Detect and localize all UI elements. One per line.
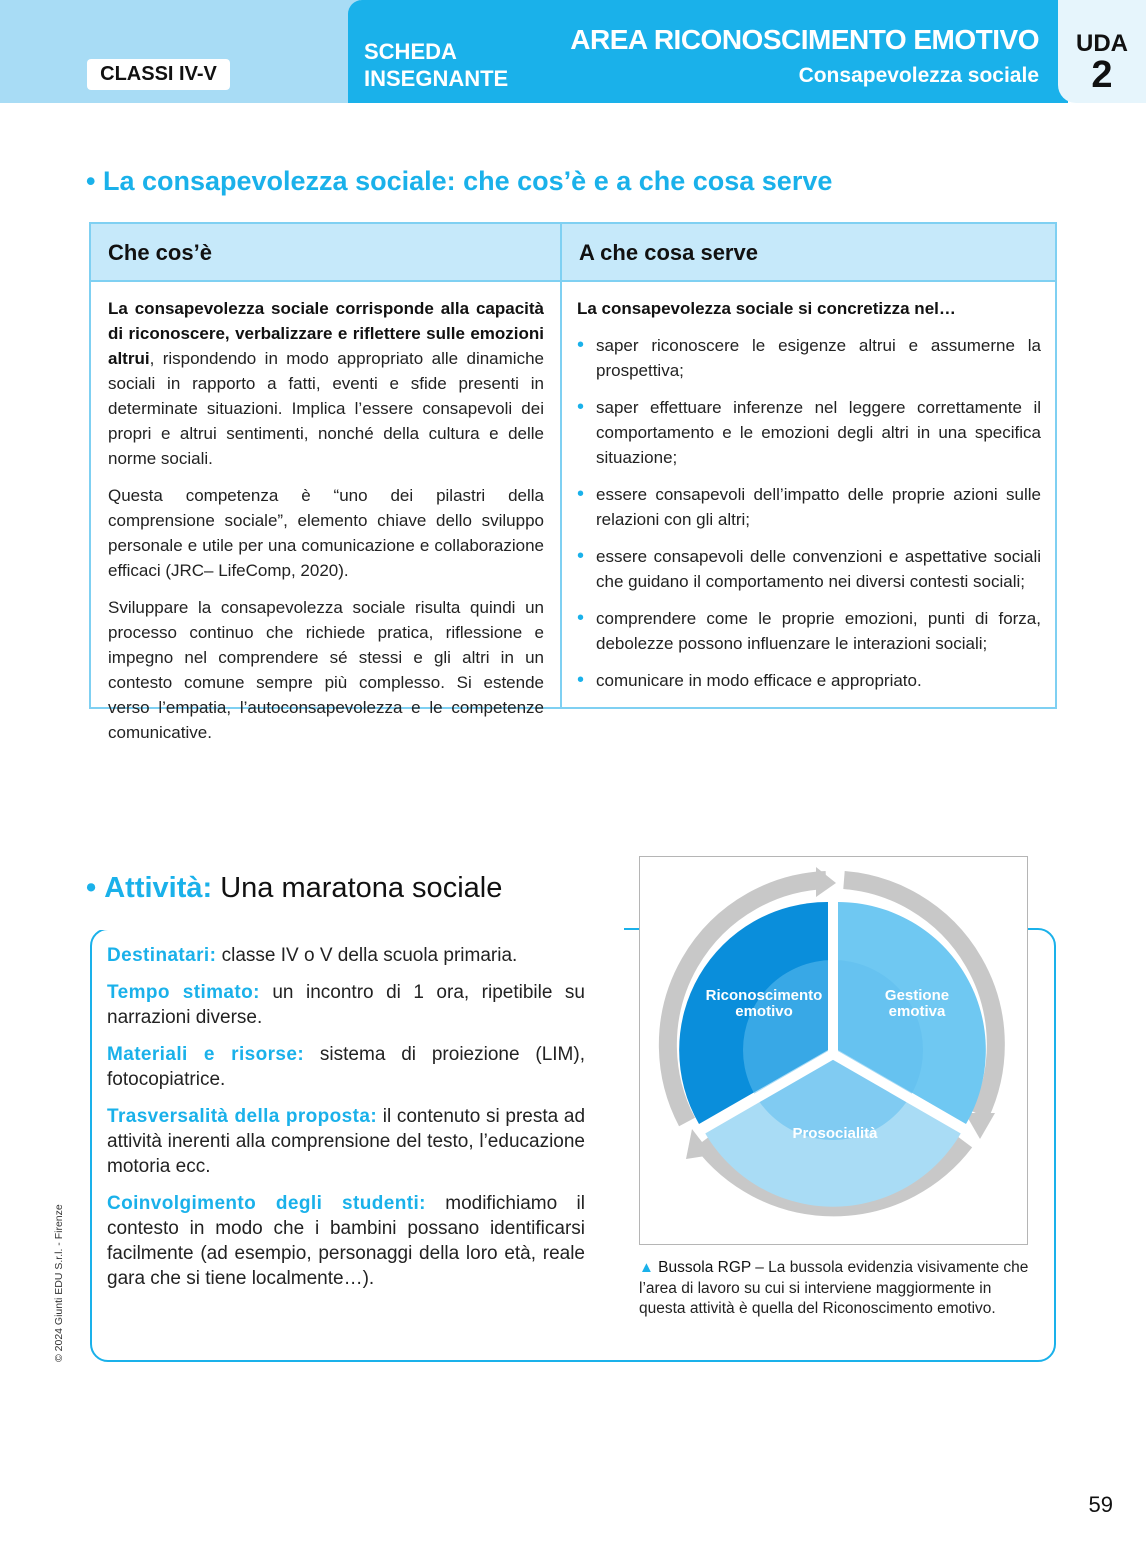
activity-title (86, 872, 502, 905)
purpose-item: • saper riconoscere le esigenze altrui e assumerne la prospettiva; (577, 333, 1041, 383)
activity-details (107, 943, 585, 1303)
page-number: 59 (1088, 1492, 1113, 1517)
section1-title (86, 166, 832, 197)
caption-text: – La bussola evidenzia visivamente che l’area di lavoro su cui si interviene maggiormente in questa attività è quella del Riconoscimento emotivo. (639, 1259, 1029, 1317)
activity-title-text: Una maratona sociale (220, 872, 503, 904)
detail-value: modifichiamo il contesto in modo che i bambini possano identificarsi facilmente (ad esempio, personaggi della loro età, reale gara che si tiene localmente…). (107, 1193, 586, 1289)
scheda-insegnante (364, 38, 508, 92)
label-gestione-2: emotiva (888, 1003, 946, 1020)
purpose-item: • comunicare in modo efficace e appropriato. (577, 668, 1041, 693)
caption-triangle-icon: ▲ (639, 1259, 654, 1276)
detail-trasversalita (107, 1104, 585, 1179)
ring-arrowhead-top (816, 867, 836, 897)
classi-badge: CLASSI IV-V (87, 59, 230, 90)
detail-coinvolgimento (107, 1191, 585, 1291)
info-table (89, 222, 1057, 742)
label-riconoscimento-2: emotivo (735, 1003, 793, 1020)
label-gestione-1: Gestione (884, 987, 950, 1004)
detail-key: Trasversalità della proposta: (107, 1106, 378, 1127)
purpose-list (577, 333, 1041, 693)
table-col-what (108, 296, 544, 757)
detail-key: Coinvolgimento degli studenti: (107, 1193, 426, 1214)
table-header-purpose: A che cosa serve (560, 224, 1055, 282)
purpose-item: • saper effettuare inferenze nel leggere correttamente il comportamento e le emozioni degli altri in una specifica situazione; (577, 395, 1041, 470)
compass-rgp-diagram (640, 857, 1026, 1243)
detail-key: Destinatari: (107, 945, 217, 966)
what-paragraph-2: Questa competenza è “uno dei pilastri della comprensione sociale”, elemento chiave dello sviluppo personale e utile per una comunicazione e collaborazione efficaci (JRC– LifeComp, 2020). (108, 486, 544, 580)
detail-value: classe IV o V della scuola primaria. (221, 945, 518, 966)
purpose-item: • essere consapevoli dell’impatto delle proprie azioni sulle relazioni con gli altri; (577, 482, 1041, 532)
what-bold-definition: La consapevolezza sociale corrisponde alla capacità di riconoscere, verbalizzare e riflettere sulle emozioni altrui (108, 299, 544, 368)
activity-bullet: • (86, 872, 97, 904)
copyright: © 2024 Giunti EDU S.r.l. - Firenze (53, 1204, 65, 1362)
table-col-purpose (577, 296, 1041, 705)
column-divider (560, 224, 562, 707)
detail-key: Materiali e risorse: (107, 1044, 305, 1065)
detail-value: il contenuto si presta ad attività inerenti alla comprensione del testo, l’educazione motoria ecc. (107, 1106, 586, 1177)
compass-figure (639, 856, 1028, 1245)
detail-value: sistema di proiezione (LIM), fotocopiatrice. (107, 1044, 585, 1090)
label-riconoscimento-1: Riconoscimento (705, 987, 823, 1004)
uda-label: UDA (1076, 30, 1128, 57)
section1-title-text: La consapevolezza sociale: che cos’è e a che cosa serve (102, 166, 833, 196)
what-paragraph-1 (108, 296, 544, 471)
uda-number: 2 (1091, 54, 1113, 96)
scheda-line2: INSEGNANTE (364, 66, 509, 91)
caption-title: Bussola RGP (658, 1259, 751, 1276)
detail-tempo (107, 980, 585, 1030)
detail-value: un incontro di 1 ora, ripetibile su narrazioni diverse. (107, 982, 585, 1028)
label-prosocialita: Prosocialità (792, 1125, 878, 1142)
purpose-item: • essere consapevoli delle convenzioni e aspettative sociali che guidano il comportamento nei diversi contesti sociali; (577, 544, 1041, 594)
table-header-what: Che cos’è (91, 224, 560, 282)
detail-materiali (107, 1042, 585, 1092)
what-paragraph-1-rest: , rispondendo in modo appropriato alle dinamiche sociali in rapporto a fatti, eventi e sfide presenti in determinate situazioni. Implica l’essere consapevoli dei propri e altrui sentimenti, nonché della cultura e delle norme sociali. (108, 349, 544, 468)
section1-bullet: • (86, 166, 96, 196)
activity-title-label: Attività: (104, 872, 213, 904)
figure-caption (639, 1258, 1031, 1320)
detail-destinatari (107, 943, 585, 968)
scheda-line1: SCHEDA (364, 39, 457, 64)
area-title: AREA RICONOSCIMENTO EMOTIVO (570, 24, 1039, 55)
purpose-lead: La consapevolezza sociale si concretizza nel… (577, 299, 956, 318)
what-paragraph-3: Sviluppare la consapevolezza sociale risulta quindi un processo continuo che richiede pratica, riflessione e impegno nel comprendere sé stessi e gli altri in un contesto comune sempre più complesso. Si estende verso l’empatia, l’autoconsapevolezza e le competenze comunicative. (108, 598, 544, 742)
detail-key: Tempo stimato: (107, 982, 260, 1003)
area-subtitle: Consapevolezza sociale (798, 64, 1039, 87)
purpose-item: • comprendere come le proprie emozioni, punti di forza, debolezze possono influenzare le interazioni sociali; (577, 606, 1041, 656)
